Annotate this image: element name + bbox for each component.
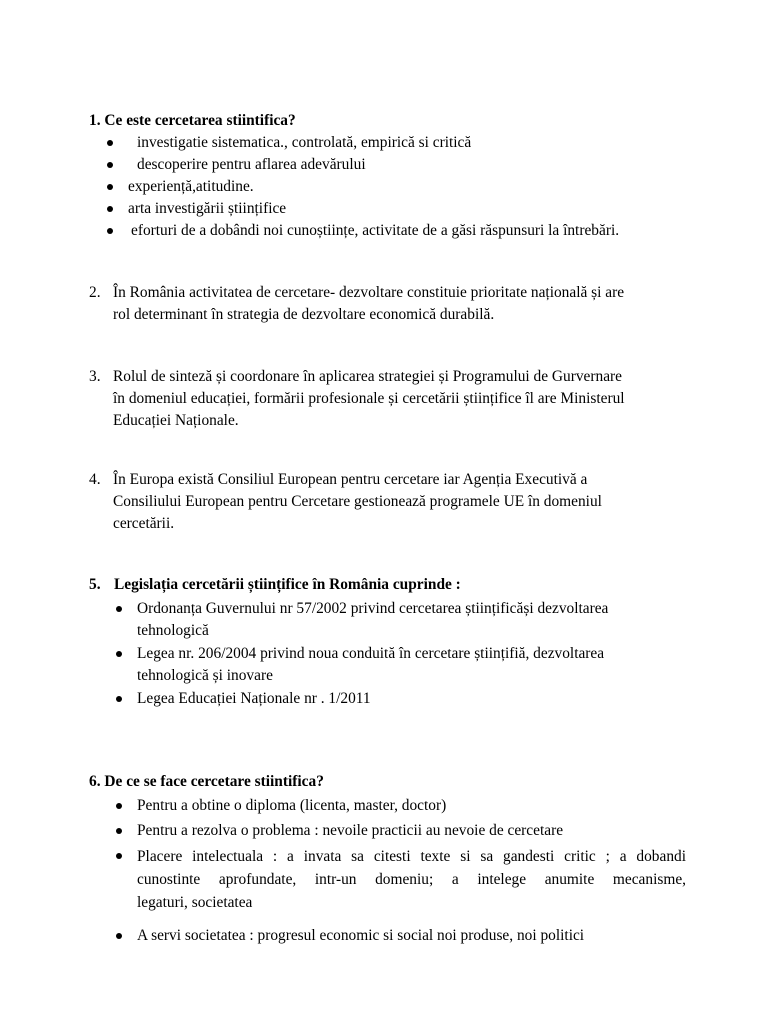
section-6-number: 6. [89, 773, 101, 790]
section-5-number: 5. [89, 576, 101, 593]
section-1-title: Ce este cercetarea stiintifica? [104, 112, 296, 129]
section-6-title: De ce se face cercetare stiintifica? [104, 773, 324, 790]
section-6-heading [89, 771, 324, 793]
bullet-icon [107, 140, 113, 146]
text-line: A servi societatea : progresul economic si social noi produse, noi politici [137, 927, 585, 944]
section-2-text [113, 282, 703, 326]
bullet-icon [116, 696, 122, 702]
section-3-number: 3. [89, 368, 101, 385]
bullet-text [137, 795, 446, 817]
bullet-text: eforturi de a dobândi noi cunoștiințe, activitate de a găsi răspunsuri la întrebări. [131, 222, 620, 239]
bullet-text [137, 845, 686, 914]
text-line: cunostinte aprofundate, intr-un domeniu; a intelege anumite mecanisme, [137, 871, 686, 888]
section-2-number: 2. [89, 284, 101, 301]
bullet-text [137, 598, 697, 642]
text-line: Consiliului European pentru Cercetare gestionează programele UE în domeniul [113, 493, 602, 510]
section-4-number: 4. [89, 471, 101, 488]
section-5-title: Legislația cercetării științifice în România cuprinde : [114, 576, 461, 593]
section-3-text [113, 366, 703, 432]
bullet-icon [107, 162, 113, 168]
section-1-number: 1. [89, 112, 101, 129]
bullet-icon [116, 828, 122, 834]
bullet-icon [107, 184, 113, 190]
text-line: În România activitatea de cercetare- dezvoltare constituie prioritate națională și are [113, 284, 625, 301]
text-line: tehnologică și inovare [137, 667, 273, 684]
bullet-text [137, 820, 563, 842]
text-line: Legea nr. 206/2004 privind noua conduită în cercetare științifiă, dezvoltarea [137, 645, 605, 662]
bullet-text: descoperire pentru aflarea adevărului [137, 156, 366, 173]
bullet-icon [116, 933, 122, 939]
text-line: legaturi, societatea [137, 894, 253, 911]
text-line: Ordonanța Guvernului nr 57/2002 privind cercetarea științificăși dezvoltarea [137, 600, 609, 617]
bullet-text [137, 688, 697, 710]
bullet-icon [116, 606, 122, 612]
text-line: în domeniul educației, formării profesionale și cercetării științifice îl are Ministerul [113, 390, 625, 407]
section-4-text [113, 469, 703, 535]
text-line: În Europa există Consiliul European pentru cercetare iar Agenția Executivă a [113, 471, 588, 488]
bullet-text: arta investigării științifice [128, 200, 287, 217]
text-line: rol determinant în strategia de dezvoltare economică durabilă. [113, 306, 495, 323]
bullet-icon [107, 228, 113, 234]
bullet-icon [116, 853, 122, 859]
text-line: Rolul de sinteză și coordonare în aplicarea strategiei și Programului de Gurvernare [113, 368, 622, 385]
section-1-heading [89, 110, 296, 132]
text-line: tehnologică [137, 622, 209, 639]
text-line: Legea Educației Naționale nr . 1/2011 [137, 690, 371, 707]
bullet-text [137, 925, 584, 947]
text-line: Pentru a rezolva o problema : nevoile practicii au nevoie de cercetare [137, 822, 564, 839]
text-line: cercetării. [113, 515, 175, 532]
text-line: Placere intelectuala : a invata sa citesti texte si sa gandesti critic ; a dobandi [137, 848, 686, 865]
bullet-icon [107, 206, 113, 212]
bullet-text: experiență,atitudine. [128, 178, 254, 195]
bullet-icon [116, 651, 122, 657]
bullet-text [137, 643, 697, 687]
text-line: Pentru a obtine o diploma (licenta, master, doctor) [137, 797, 447, 814]
bullet-icon [116, 803, 122, 809]
bullet-text: investigatie sistematica., controlată, empirică si critică [137, 134, 472, 151]
text-line: Educației Naționale. [113, 412, 239, 429]
